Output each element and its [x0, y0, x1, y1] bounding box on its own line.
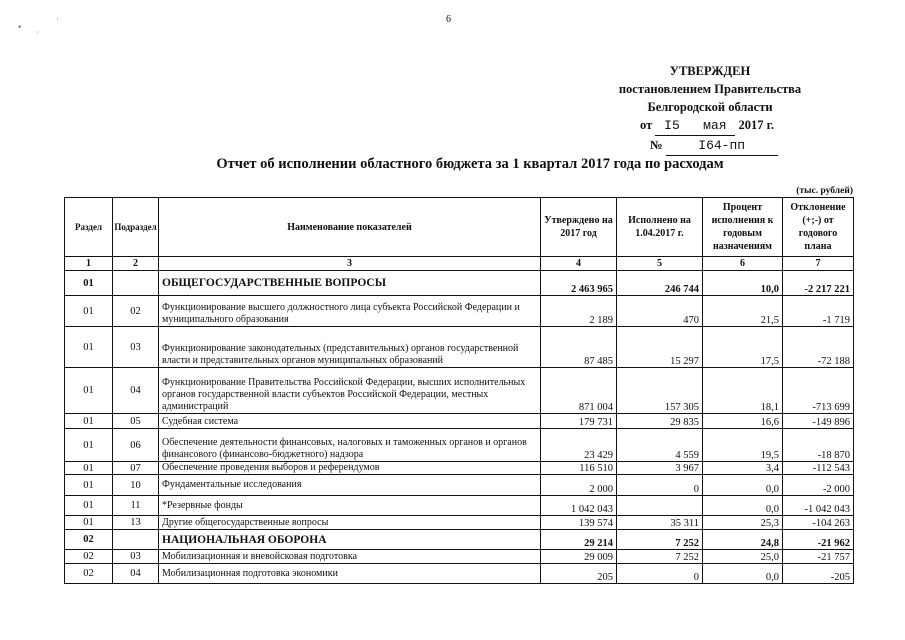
cell-percent: 19,5: [703, 429, 783, 462]
cell-section: 01: [65, 327, 113, 368]
date-year: 2017 г.: [738, 118, 775, 132]
cell-name: Функционирование высшего должностного лица субъекта Российской Федерации и муниципального образования: [159, 296, 541, 327]
scan-mark: ˙: [56, 17, 59, 27]
cell-name: НАЦИОНАЛЬНАЯ ОБОРОНА: [159, 530, 541, 550]
column-number-row: [65, 257, 854, 271]
column-number: 1: [65, 257, 113, 271]
cell-percent: 0,0: [703, 475, 783, 496]
page-title: Отчет об исполнении областного бюджета за 1 квартал 2017 года по расходам: [216, 156, 724, 172]
cell-approved: 2 000: [541, 475, 617, 496]
number-value: I64-пп: [666, 137, 778, 156]
cell-name: *Резервные фонды: [159, 496, 541, 516]
cell-deviation: -18 870: [783, 429, 854, 462]
table-row: [65, 271, 854, 296]
table-row: [65, 462, 854, 475]
approval-title: УТВЕРЖДЕН: [669, 64, 751, 78]
table-row: [65, 475, 854, 496]
cell-deviation: -2 000: [783, 475, 854, 496]
cell-subsection: 03: [113, 550, 159, 564]
cell-percent: 24,8: [703, 530, 783, 550]
cell-subsection: 03: [113, 327, 159, 368]
cell-approved: 29 009: [541, 550, 617, 564]
cell-approved: 87 485: [541, 327, 617, 368]
table-row: [65, 516, 854, 530]
table-row: [65, 414, 854, 429]
date-month: мая: [703, 118, 727, 133]
table-row: [65, 296, 854, 327]
cell-percent: 10,0: [703, 271, 783, 296]
cell-section: 02: [65, 550, 113, 564]
cell-percent: 3,4: [703, 462, 783, 475]
cell-name: Судебная система: [159, 414, 541, 429]
cell-subsection: 07: [113, 462, 159, 475]
cell-executed: 4 559: [617, 429, 703, 462]
cell-deviation: -713 699: [783, 368, 854, 414]
table-row: [65, 327, 854, 368]
cell-executed: 0: [617, 475, 703, 496]
cell-section: 01: [65, 496, 113, 516]
column-number: 7: [783, 257, 854, 271]
cell-name: Фундаментальные исследования: [159, 475, 541, 496]
cell-percent: 25,0: [703, 550, 783, 564]
header-row: [65, 198, 854, 257]
scan-mark: ˙: [36, 30, 39, 40]
column-number: 4: [541, 257, 617, 271]
cell-approved: 29 214: [541, 530, 617, 550]
page-number: 6: [446, 14, 451, 25]
cell-name: Обеспечение проведения выборов и референдумов: [159, 462, 541, 475]
cell-deviation: -1 719: [783, 296, 854, 327]
cell-approved: 139 574: [541, 516, 617, 530]
cell-deviation: -72 188: [783, 327, 854, 368]
cell-name: Другие общегосударственные вопросы: [159, 516, 541, 530]
cell-subsection: 05: [113, 414, 159, 429]
cell-executed: 0: [617, 564, 703, 584]
cell-subsection: 02: [113, 296, 159, 327]
date-day-month: [655, 117, 735, 136]
cell-percent: 18,1: [703, 368, 783, 414]
cell-percent: 0,0: [703, 496, 783, 516]
cell-executed: 470: [617, 296, 703, 327]
approval-stamp: [560, 62, 860, 156]
header-name: Наименование показателей: [159, 198, 541, 257]
cell-executed: 15 297: [617, 327, 703, 368]
cell-subsection: 10: [113, 475, 159, 496]
cell-name: Функционирование Правительства Российской Федерации, высших исполнительных органов государственной власти субъектов Российской Федерации, местных администраций: [159, 368, 541, 414]
cell-percent: 0,0: [703, 564, 783, 584]
cell-approved: 2 189: [541, 296, 617, 327]
cell-percent: 21,5: [703, 296, 783, 327]
cell-name: ОБЩЕГОСУДАРСТВЕННЫЕ ВОПРОСЫ: [159, 271, 541, 296]
cell-executed: 157 305: [617, 368, 703, 414]
cell-deviation: -21 757: [783, 550, 854, 564]
table-row: [65, 429, 854, 462]
cell-deviation: -1 042 043: [783, 496, 854, 516]
cell-section: 01: [65, 368, 113, 414]
cell-subsection: 11: [113, 496, 159, 516]
cell-name: Обеспечение деятельности финансовых, налоговых и таможенных органов и органов финансового (финансово-бюджетного) надзора: [159, 429, 541, 462]
column-number: 3: [159, 257, 541, 271]
scan-mark: •: [18, 22, 22, 32]
header-percent: Процент исполнения к годовым назначениям: [703, 198, 783, 257]
cell-approved: 1 042 043: [541, 496, 617, 516]
budget-table: [64, 197, 854, 584]
cell-executed: 246 744: [617, 271, 703, 296]
header-approved: Утверждено на 2017 год: [541, 198, 617, 257]
table-row: [65, 496, 854, 516]
cell-approved: 179 731: [541, 414, 617, 429]
cell-deviation: -21 962: [783, 530, 854, 550]
cell-deviation: -2 217 221: [783, 271, 854, 296]
cell-percent: 16,6: [703, 414, 783, 429]
cell-section: 01: [65, 462, 113, 475]
cell-approved: 23 429: [541, 429, 617, 462]
cell-approved: 205: [541, 564, 617, 584]
cell-subsection: 13: [113, 516, 159, 530]
cell-executed: 29 835: [617, 414, 703, 429]
cell-deviation: -149 896: [783, 414, 854, 429]
cell-section: 02: [65, 530, 113, 550]
cell-executed: 7 252: [617, 530, 703, 550]
column-number: 2: [113, 257, 159, 271]
cell-subsection: 04: [113, 368, 159, 414]
header-subsection: Подраздел: [113, 198, 159, 257]
column-number: 5: [617, 257, 703, 271]
cell-section: 02: [65, 564, 113, 584]
units-label: (тыс. рублей): [796, 186, 853, 196]
cell-percent: 25,3: [703, 516, 783, 530]
cell-section: 01: [65, 516, 113, 530]
approval-line3: Белгородской области: [647, 100, 773, 114]
cell-section: 01: [65, 414, 113, 429]
number-prefix: №: [650, 138, 663, 152]
header-section: Раздел: [65, 198, 113, 257]
cell-subsection: 06: [113, 429, 159, 462]
cell-subsection: [113, 530, 159, 550]
date-day: I5: [664, 118, 680, 133]
column-number: 6: [703, 257, 783, 271]
cell-name: Функционирование законодательных (представительных) органов государственной власти и представительных органов муниципальных образований: [159, 327, 541, 368]
table-row: [65, 564, 854, 584]
header-executed: Исполнено на 1.04.2017 г.: [617, 198, 703, 257]
cell-section: 01: [65, 271, 113, 296]
date-prefix: от: [640, 118, 653, 132]
approval-date: [560, 116, 860, 136]
cell-deviation: -205: [783, 564, 854, 584]
cell-executed: 3 967: [617, 462, 703, 475]
approval-line2: постановлением Правительства: [618, 82, 802, 96]
cell-section: 01: [65, 429, 113, 462]
cell-section: 01: [65, 296, 113, 327]
cell-executed: [617, 496, 703, 516]
cell-executed: 35 311: [617, 516, 703, 530]
approval-number: [560, 136, 860, 156]
cell-deviation: -104 263: [783, 516, 854, 530]
cell-subsection: 04: [113, 564, 159, 584]
cell-approved: 871 004: [541, 368, 617, 414]
table-row: [65, 550, 854, 564]
cell-section: 01: [65, 475, 113, 496]
cell-approved: 2 463 965: [541, 271, 617, 296]
cell-executed: 7 252: [617, 550, 703, 564]
cell-subsection: [113, 271, 159, 296]
header-deviation: Отклонение (+;-) от годового плана: [783, 198, 854, 257]
cell-name: Мобилизационная подготовка экономики: [159, 564, 541, 584]
cell-percent: 17,5: [703, 327, 783, 368]
cell-approved: 116 510: [541, 462, 617, 475]
table-row: [65, 368, 854, 414]
cell-deviation: -112 543: [783, 462, 854, 475]
table-row: [65, 530, 854, 550]
cell-name: Мобилизационная и вневойсковая подготовка: [159, 550, 541, 564]
